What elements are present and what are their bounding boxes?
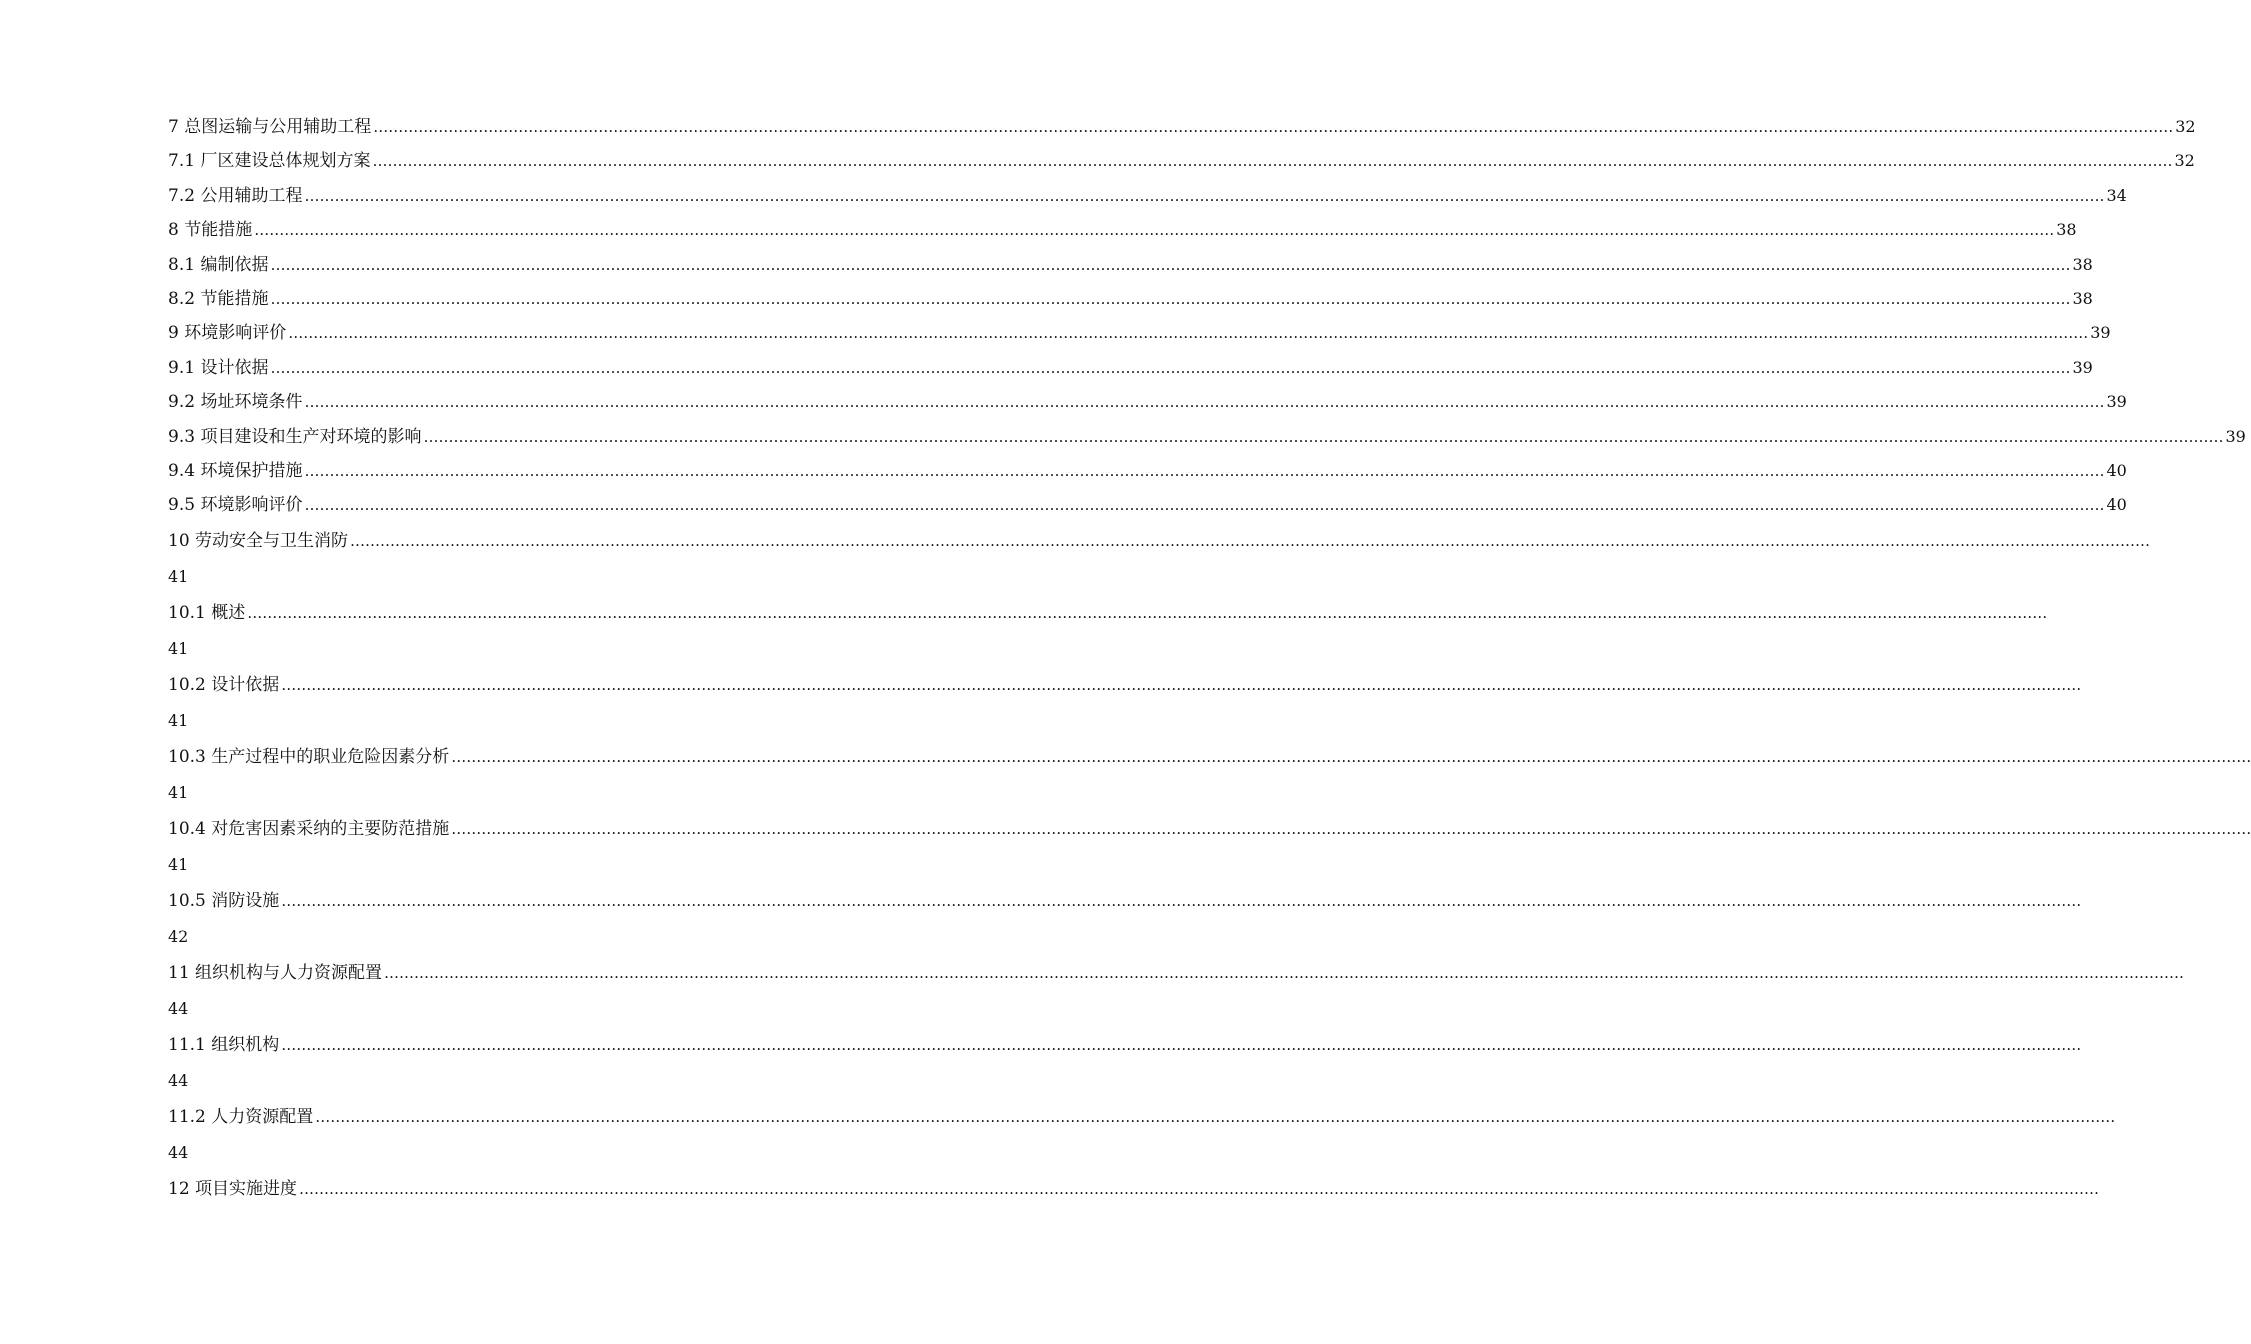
toc-entry[interactable] [168,248,2093,282]
toc-entry-title: 9.2 场址环境条件 [168,392,303,413]
toc-page-number: 34 [2106,185,2127,205]
toc-page-number: 41 [168,638,189,658]
toc-entry[interactable] [168,110,2196,144]
toc-entry-title: 11.2 人力资源配置 [168,1106,314,1127]
toc-leader-dots: ……………………………………………………………………………………………………………………………………………………………………………………………………………………………………………………………………………………………………………………………… [451,819,2251,838]
toc-entry[interactable] [168,385,2127,419]
toc-page-number: 41 [168,566,189,586]
toc-entry-title: 8.1 编制依据 [168,254,269,275]
toc-page-number: 39 [2090,323,2111,343]
toc-page-number: 32 [2174,151,2195,171]
toc-entry[interactable] [168,955,2185,1027]
toc-entry[interactable] [168,523,2151,595]
toc-entry[interactable] [168,282,2093,316]
toc-leader-dots: ……………………………………………………………………………………………………………………………………………………………………………………………………………………………………………………………………………………………………………………………… [299,1179,2100,1198]
toc-entry-title: 8 节能措施 [168,220,253,241]
toc-leader-dots: ……………………………………………………………………………………………………………………………………………………………………………………………………………………………………………………………………………………………………………………………… [270,289,2071,308]
toc-leader-dots: ……………………………………………………………………………………………………………………………………………………………………………………………………………………………………………………………………………………………………………………………… [281,1035,2082,1054]
toc-page-number: 39 [2072,357,2093,377]
table-of-contents [168,110,2251,1207]
toc-entry-title: 10.3 生产过程中的职业危险因素分析 [168,746,450,767]
toc-entry[interactable] [168,739,2251,811]
toc-leader-dots: ……………………………………………………………………………………………………………………………………………………………………………………………………………………………………………………………………………………………………………………………… [372,152,2173,171]
toc-leader-dots: ……………………………………………………………………………………………………………………………………………………………………………………………………………………………………………………………………………………………………………………………… [281,675,2082,694]
toc-entry-title: 9.1 设计依据 [168,357,269,378]
toc-page-number: 38 [2072,288,2093,308]
toc-leader-dots: ……………………………………………………………………………………………………………………………………………………………………………………………………………………………………………………………………………………………………………………………… [270,358,2071,377]
toc-entry[interactable] [168,488,2127,522]
toc-entry-title: 9.4 环境保护措施 [168,460,303,481]
toc-leader-dots: ……………………………………………………………………………………………………………………………………………………………………………………………………………………………………………………………………………………………………………………………… [423,427,2224,446]
toc-page-number: 40 [2106,460,2127,480]
toc-page-number: 32 [2175,117,2196,136]
toc-leader-dots: ……………………………………………………………………………………………………………………………………………………………………………………………………………………………………………………………………………………………………………………………… [247,603,2048,622]
toc-entry-title: 9.5 环境影响评价 [168,495,303,516]
toc-leader-dots: ……………………………………………………………………………………………………………………………………………………………………………………………………………………………………………………………………………………………………………………………… [315,1107,2116,1126]
toc-page-number: 38 [2072,254,2093,274]
toc-page-number: 41 [168,854,189,874]
toc-entry[interactable] [168,316,2111,350]
toc-entry[interactable] [168,811,2251,883]
toc-entry-title: 10.4 对危害因素采纳的主要防范措施 [168,818,450,839]
toc-entry[interactable] [168,179,2127,213]
toc-entry[interactable] [168,351,2093,385]
toc-entry-title: 10.1 概述 [168,602,246,623]
toc-leader-dots: ……………………………………………………………………………………………………………………………………………………………………………………………………………………………………………………………………………………………………………………………… [304,393,2105,412]
toc-page-number: 42 [168,926,189,946]
toc-leader-dots: ……………………………………………………………………………………………………………………………………………………………………………………………………………………………………………………………………………………………………………………………… [451,747,2251,766]
toc-page-number: 41 [168,782,189,802]
toc-entry-title: 7.2 公用辅助工程 [168,185,303,206]
toc-entry[interactable] [168,454,2127,488]
toc-leader-dots: ……………………………………………………………………………………………………………………………………………………………………………………………………………………………………………………………………………………………………………………………… [304,186,2105,205]
toc-leader-dots: ……………………………………………………………………………………………………………………………………………………………………………………………………………………………………………………………………………………………………………………………… [288,324,2089,343]
toc-entry-title: 8.2 节能措施 [168,288,269,309]
toc-entry-title: 7.1 厂区建设总体规划方案 [168,151,371,172]
toc-entry[interactable] [168,144,2195,178]
toc-page-number: 39 [2106,392,2127,412]
toc-entry-title: 12 项目实施进度 [168,1178,298,1199]
toc-entry[interactable] [168,420,2246,454]
toc-entry[interactable] [168,1171,2100,1207]
toc-entry[interactable] [168,667,2082,739]
toc-entry-title: 9 环境影响评价 [168,323,287,344]
toc-leader-dots: ……………………………………………………………………………………………………………………………………………………………………………………………………………………………………………………………………………………………………………………………… [270,255,2071,274]
toc-entry[interactable] [168,1099,2116,1171]
toc-entry-title: 11 组织机构与人力资源配置 [168,962,383,983]
toc-entry-title: 10 劳动安全与卫生消防 [168,530,349,551]
toc-entry-title: 10.5 消防设施 [168,890,280,911]
toc-page-number: 38 [2056,220,2077,240]
toc-leader-dots: ……………………………………………………………………………………………………………………………………………………………………………………………………………………………………………………………………………………………………………………………… [281,891,2082,910]
toc-page-number: 44 [168,1070,189,1090]
toc-page-number: 44 [168,1142,189,1162]
toc-entry[interactable] [168,213,2077,247]
toc-leader-dots: ……………………………………………………………………………………………………………………………………………………………………………………………………………………………………………………………………………………………………………………………… [373,118,2174,136]
toc-page-number: 44 [168,998,189,1018]
toc-leader-dots: ……………………………………………………………………………………………………………………………………………………………………………………………………………………………………………………………………………………………………………………………… [384,963,2185,982]
toc-leader-dots: ……………………………………………………………………………………………………………………………………………………………………………………………………………………………………………………………………………………………………………………………… [254,221,2055,240]
toc-entry-title: 7 总图运输与公用辅助工程 [168,117,372,137]
toc-leader-dots: ……………………………………………………………………………………………………………………………………………………………………………………………………………………………………………………………………………………………………………………………… [304,496,2105,515]
toc-entry-title: 9.3 项目建设和生产对环境的影响 [168,426,422,447]
toc-page-number: 39 [2225,426,2246,446]
toc-entry[interactable] [168,883,2082,955]
toc-entry-title: 11.1 组织机构 [168,1034,280,1055]
toc-leader-dots: ……………………………………………………………………………………………………………………………………………………………………………………………………………………………………………………………………………………………………………………………… [350,531,2151,550]
toc-page-number: 40 [2106,495,2127,515]
toc-entry[interactable] [168,595,2048,667]
toc-entry[interactable] [168,1027,2082,1099]
toc-leader-dots: ……………………………………………………………………………………………………………………………………………………………………………………………………………………………………………………………………………………………………………………………… [304,461,2105,480]
toc-page-number: 41 [168,710,189,730]
toc-entry-title: 10.2 设计依据 [168,674,280,695]
